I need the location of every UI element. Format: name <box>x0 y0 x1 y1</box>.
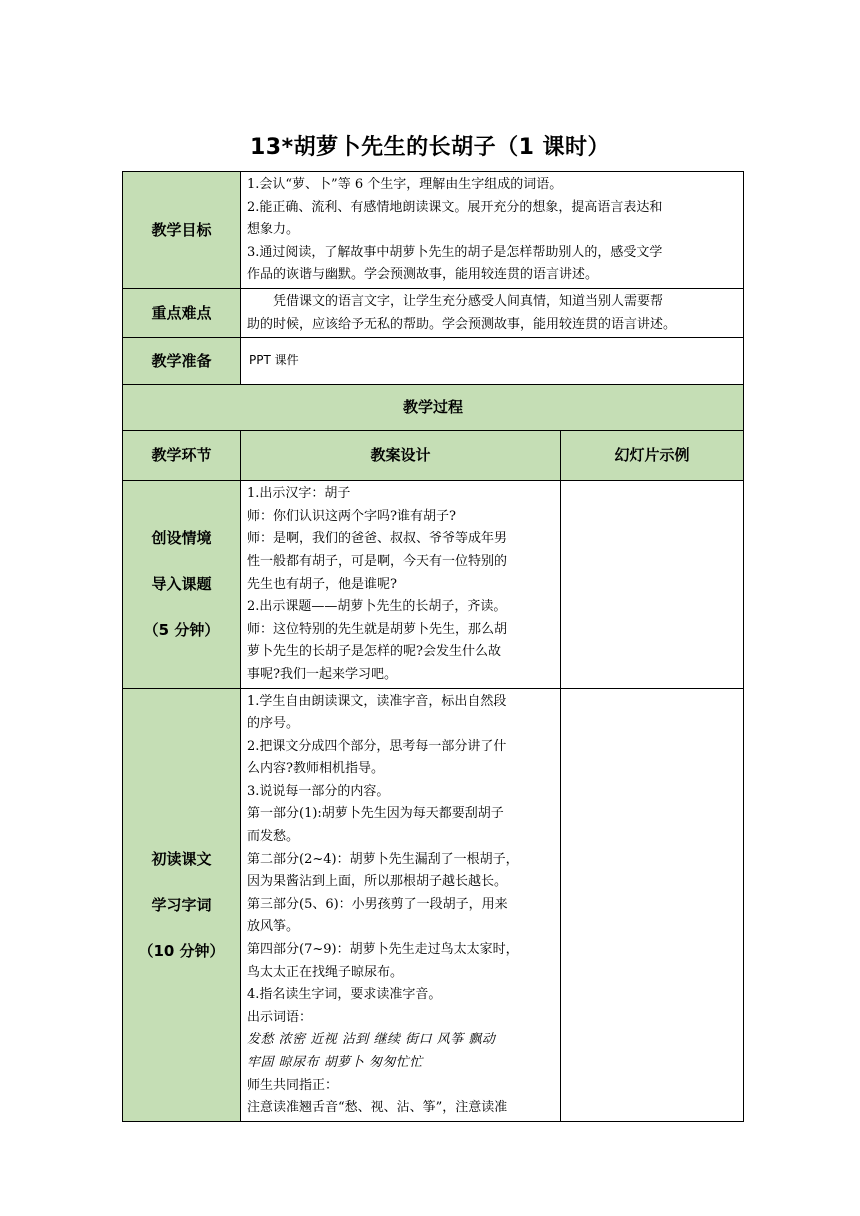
stage1-label-line: 导入课题 <box>151 575 212 594</box>
stage2-label <box>123 688 241 1121</box>
goals-line: 2.能正确、流利、有感情地朗读课文。展开充分的想象，提高语言表达和 <box>247 199 663 215</box>
stage1-row <box>123 481 744 688</box>
col-header-design: 教案设计 <box>241 431 561 481</box>
stage2-line: 第二部分(2~4)：胡萝卜先生漏刮了一根胡子， <box>247 851 519 867</box>
goals-line: 想象力。 <box>247 222 300 238</box>
stage2-line: 2.把课文分成四个部分，思考每一部分讲了什 <box>247 738 507 754</box>
goals-label: 教学目标 <box>123 172 241 289</box>
stage2-line: 出示词语： <box>247 1009 313 1025</box>
stage1-line: 性一般都有胡子，可是啊，今天有一位特别的 <box>247 553 508 569</box>
stage2-line: 4.指名读生字词，要求读准字音。 <box>247 987 442 1003</box>
stage1-line: 萝卜先生的长胡子是怎样的呢?会发生什么故 <box>247 644 501 660</box>
difficulty-row <box>123 288 744 337</box>
stage1-slides <box>561 481 744 688</box>
stage2-word-list: 发愁 浓密 近视 沾到 继续 街口 风筝 飘动 <box>247 1032 496 1048</box>
prep-content: PPT 课件 <box>241 338 744 385</box>
stage1-line: 2.出示课题——胡萝卜先生的长胡子，齐读。 <box>247 599 507 615</box>
stage1-line: 师：这位特别的先生就是胡萝卜先生，那么胡 <box>247 621 508 637</box>
goals-line: 作品的诙谐与幽默。学会预测故事，能用较连贯的语言讲述。 <box>247 267 599 283</box>
stage2-line: 因为果酱沾到上面，所以那根胡子越长越长。 <box>247 874 508 890</box>
goals-row <box>123 172 744 289</box>
column-header-row <box>123 431 744 481</box>
goals-line: 3.通过阅读，了解故事中胡萝卜先生的胡子是怎样帮助别人的，感受文学 <box>247 244 663 260</box>
stage2-line: 鸟太太正在找绳子晾尿布。 <box>247 964 404 980</box>
stage1-label <box>123 481 241 688</box>
col-header-stage: 教学环节 <box>123 431 241 481</box>
lesson-plan-table <box>122 171 744 1122</box>
goals-line: 1.会认“萝、卜”等 6 个生字，理解由生字组成的词语。 <box>247 177 563 192</box>
stage1-line: 师：是啊，我们的爸爸、叔叔、爷爷等成年男 <box>247 531 508 547</box>
stage1-line: 1.出示汉字：胡子 <box>247 486 351 502</box>
stage2-line: 第三部分(5、6)：小男孩剪了一段胡子，用来 <box>247 896 508 912</box>
stage2-label-line: 学习字词 <box>151 895 212 914</box>
stage2-line: 第四部分(7~9)：胡萝卜先生走过鸟太太家时， <box>247 942 519 958</box>
stage2-line: 1.学生自由朗读课文，读准字音，标出自然段 <box>247 693 507 709</box>
stage1-design <box>241 481 561 688</box>
stage1-line: 事呢?我们一起来学习吧。 <box>247 666 397 682</box>
stage2-line: 而发愁。 <box>247 829 300 845</box>
stage2-design <box>241 688 561 1121</box>
stage2-line: 么内容?教师相机指导。 <box>247 761 384 777</box>
stage2-line: 注意读准翘舌音“愁、视、沾、筝”，注意读准 <box>247 1100 508 1116</box>
stage1-line: 先生也有胡子，他是谁呢? <box>247 576 397 592</box>
stage2-line: 第一部分(1):胡萝卜先生因为每天都要刮胡子 <box>247 806 504 822</box>
stage2-label-line: 初读课文 <box>151 849 212 868</box>
difficulty-content <box>241 288 744 337</box>
stage2-word-list: 牢固 晾尿布 胡萝卜 匆匆忙忙 <box>247 1055 423 1070</box>
stage2-line: 放风筝。 <box>247 919 300 935</box>
stage1-label-line: 创设情境 <box>151 529 212 548</box>
stage1-line: 师：你们认识这两个字吗?谁有胡子? <box>247 508 456 524</box>
process-row <box>123 385 744 431</box>
stage2-line: 师生共同指正： <box>247 1077 339 1093</box>
stage2-row <box>123 688 744 1121</box>
difficulty-line: 助的时候，应该给予无私的帮助。学会预测故事，能用较连贯的语言讲述。 <box>247 316 677 332</box>
stage2-line: 的序号。 <box>247 716 300 732</box>
difficulty-line: 凭借课文的语言文字，让学生充分感受人间真情，知道当别人需要帮 <box>273 293 664 309</box>
stage2-label-line: （10 分钟） <box>138 941 225 960</box>
difficulty-label: 重点难点 <box>123 288 241 337</box>
goals-content <box>241 172 744 289</box>
col-header-slides: 幻灯片示例 <box>561 431 744 481</box>
process-header: 教学过程 <box>123 385 744 431</box>
stage2-line: 3.说说每一部分的内容。 <box>247 783 390 799</box>
stage2-slides <box>561 688 744 1121</box>
prep-row <box>123 338 744 385</box>
page-title: 13*胡萝卜先生的长胡子（1 课时） <box>249 135 611 160</box>
stage1-label-line: （5 分钟） <box>143 621 220 640</box>
prep-label: 教学准备 <box>123 338 241 385</box>
